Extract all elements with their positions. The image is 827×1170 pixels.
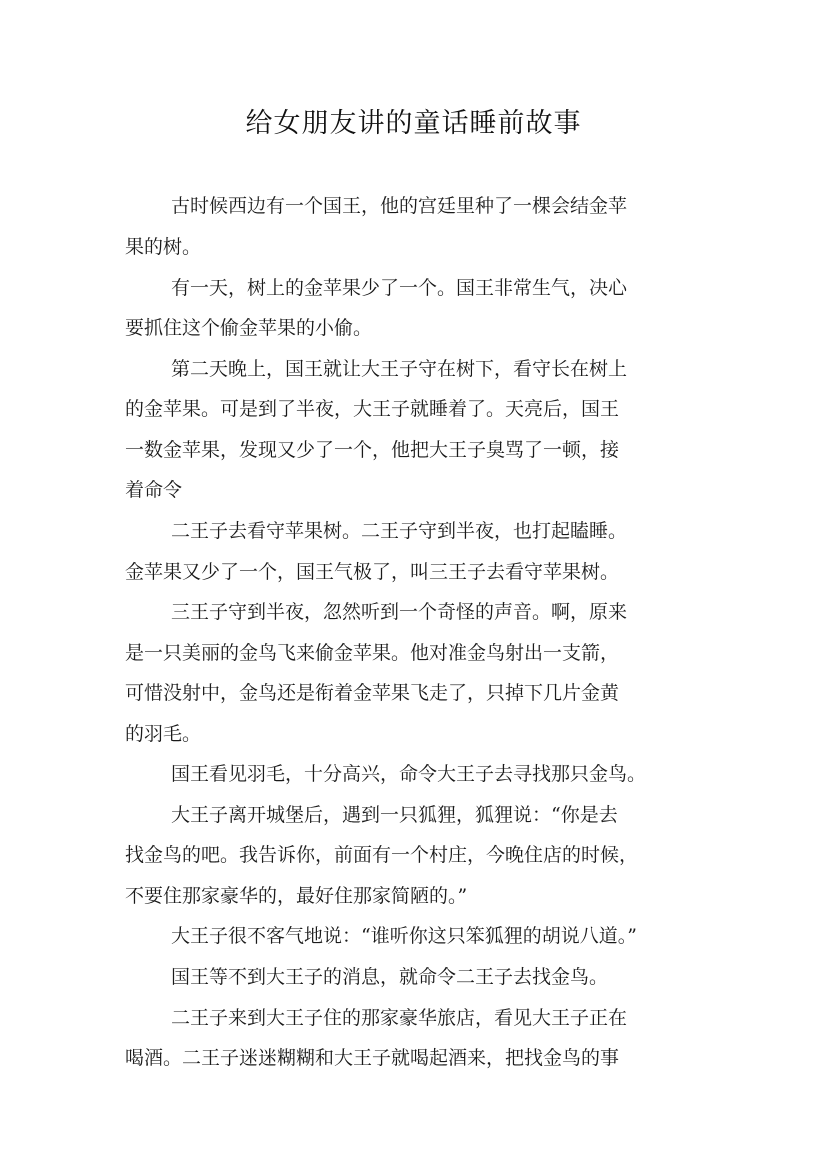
text-line: 国王等不到大王子的消息，就命令二王子去找金鸟。 <box>171 966 609 988</box>
text-line: 三王子守到半夜，忽然听到一个奇怪的声音。啊，原来 <box>171 601 628 623</box>
text-line: 的金苹果。可是到了半夜，大王子就睡着了。天亮后，国王 <box>125 398 620 420</box>
text-line: 大王子很不客气地说：“谁听你这只笨狐狸的胡说八道。” <box>171 925 637 947</box>
text-line: 可惜没射中，金鸟还是衔着金苹果飞走了，只掉下几片金黄 <box>125 682 620 704</box>
text-line: 金苹果又少了一个，国王气极了，叫三王子去看守苹果树。 <box>125 561 620 583</box>
text-line: 二王子来到大王子住的那家豪华旅店，看见大王子正在 <box>171 1007 628 1029</box>
text-line: 是一只美丽的金鸟飞来偷金苹果。他对准金鸟射出一支箭， <box>125 642 620 664</box>
text-line: 着命令 <box>125 479 183 501</box>
text-line: 的羽毛。 <box>125 723 202 745</box>
text-line: 要抓住这个偷金苹果的小偷。 <box>125 317 373 339</box>
page-title: 给女朋友讲的童话睡前故事 <box>245 108 582 139</box>
text-line: 不要住那家豪华的，最好住那家简陋的。” <box>125 885 468 907</box>
text-line: 一数金苹果，发现又少了一个，他把大王子臭骂了一顿，接 <box>125 439 620 461</box>
text-line: 喝酒。二王子迷迷糊糊和大王子就喝起酒来，把找金鸟的事 <box>125 1047 620 1069</box>
text-line: 果的树。 <box>125 236 202 258</box>
text-line: 古时候西边有一个国王，他的宫廷里种了一棵会结金苹 <box>171 195 628 217</box>
text-line: 第二天晚上，国王就让大王子守在树下，看守长在树上 <box>171 358 628 380</box>
text-line: 二王子去看守苹果树。二王子守到半夜，也打起瞌睡。 <box>171 520 628 542</box>
text-line: 找金鸟的吧。我告诉你，前面有一个村庄，今晚住店的时候， <box>125 844 639 866</box>
text-line: 大王子离开城堡后，遇到一只狐狸，狐狸说：“你是去 <box>171 804 618 826</box>
text-line: 国王看见羽毛，十分高兴，命令大王子去寻找那只金鸟。 <box>171 763 647 785</box>
text-line: 有一天，树上的金苹果少了一个。国王非常生气，决心 <box>171 277 628 299</box>
